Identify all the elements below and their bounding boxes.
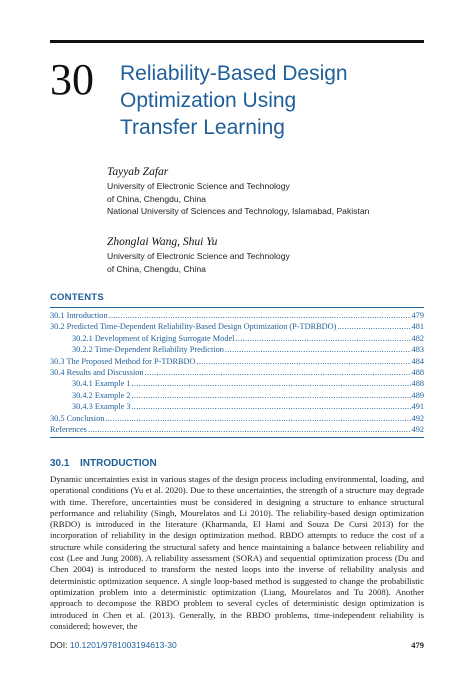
section-heading [50,458,157,469]
toc-entry[interactable]: 30.4.1 Example 1 ..... 488 [50,378,424,389]
author-name: Zhonglai Wang, Shui Yu [107,236,218,248]
toc-entry[interactable]: References ..... 492 [50,424,424,435]
toc-entry[interactable]: 30.5 Conclusion ..... 492 [50,413,424,424]
toc-entry[interactable]: 30.3 The Proposed Method for P-TDRBDO ..... 484 [50,356,424,367]
author-name: Tayyab Zafar [107,166,169,178]
body-paragraph: Dynamic uncertainties exist in various stages of the design process including environmental, loading, and operational conditions (Yu et al. 2020). Due to these uncertainties, the strength of a structure may degrade with time. Therefore, uncertainties must be considered in designing a structure to enhance structural performance and reliability (Singh, Mourelatos and Li 2010). The reliability-based design optimization (RBDO) is introduced in the literature (Kharmanda, El Hami and Souza De Cursi 2013) for the incorporation of reliability in the design optimization method. RBDO attempts to reduce the cost of a structure while considering the structural safety and hence maintaining a balance between reliability and cost (Lee and Jung 2008). A reliability assessment (SORA) and sequential optimization process (Du and Chen 2004) is introduced to transform the nested loops into the inverse of reliability analysis and deterministic optimization sequence. A single loop-based method is suggested to change the probabilistic optimization problem into a deterministic optimization (Liang, Mourelatos and Tu 2008). Another approach to decompose the RBDO problem to several cycles of deterministic design optimization is introduced in Chen et al. (2013). Generally, in the RBDO problems, time-independent reliability is considered; however, the [50,474,424,631]
chapter-title-line: Optimization Using [120,89,297,112]
page-footer [50,640,424,650]
toc-entry[interactable]: 30.4 Results and Discussion ..... 488 [50,367,424,378]
toc-entry[interactable]: 30.2.1 Development of Kriging Surrogate Model ..... 482 [50,333,424,344]
contents-heading: CONTENTS [50,292,104,303]
author-affiliation: National University of Sciences and Technology, Islamabad, Pakistan [107,206,370,216]
toc-entry[interactable]: 30.2.2 Time-Dependent Reliability Prediction ..... 483 [50,344,424,355]
section-title: INTRODUCTION [80,458,157,469]
toc-entry[interactable]: 30.4.3 Example 3 ..... 491 [50,401,424,412]
page-number: 479 [411,640,424,650]
chapter-title-line: Reliability-Based Design [120,62,348,85]
author-affiliation: University of Electronic Science and Technology [107,181,290,191]
table-of-contents [50,307,424,438]
chapter-number: 30 [50,55,94,104]
author-affiliation: of China, Chengdu, China [107,263,206,274]
toc-entry[interactable]: 30.4.2 Example 2 ..... 489 [50,390,424,401]
doi-link[interactable]: 10.1201/9781003194613-30 [69,640,177,650]
toc-entry[interactable]: 30.2 Predicted Time-Dependent Reliability-Based Design Optimization (P-TDRBDO) ..... 481 [50,321,424,332]
author-affiliation: University of Electronic Science and Technology [107,251,290,261]
chapter-title-line: Transfer Learning [120,116,285,139]
doi: DOI: 10.1201/9781003194613-30 [50,640,177,650]
author-affiliation: of China, Chengdu, China [107,193,206,204]
top-rule [50,40,424,43]
toc-entry[interactable]: 30.1 Introduction ..... 479 [50,310,424,321]
chapter-title [120,60,420,141]
section-number: 30.1 [50,458,70,469]
